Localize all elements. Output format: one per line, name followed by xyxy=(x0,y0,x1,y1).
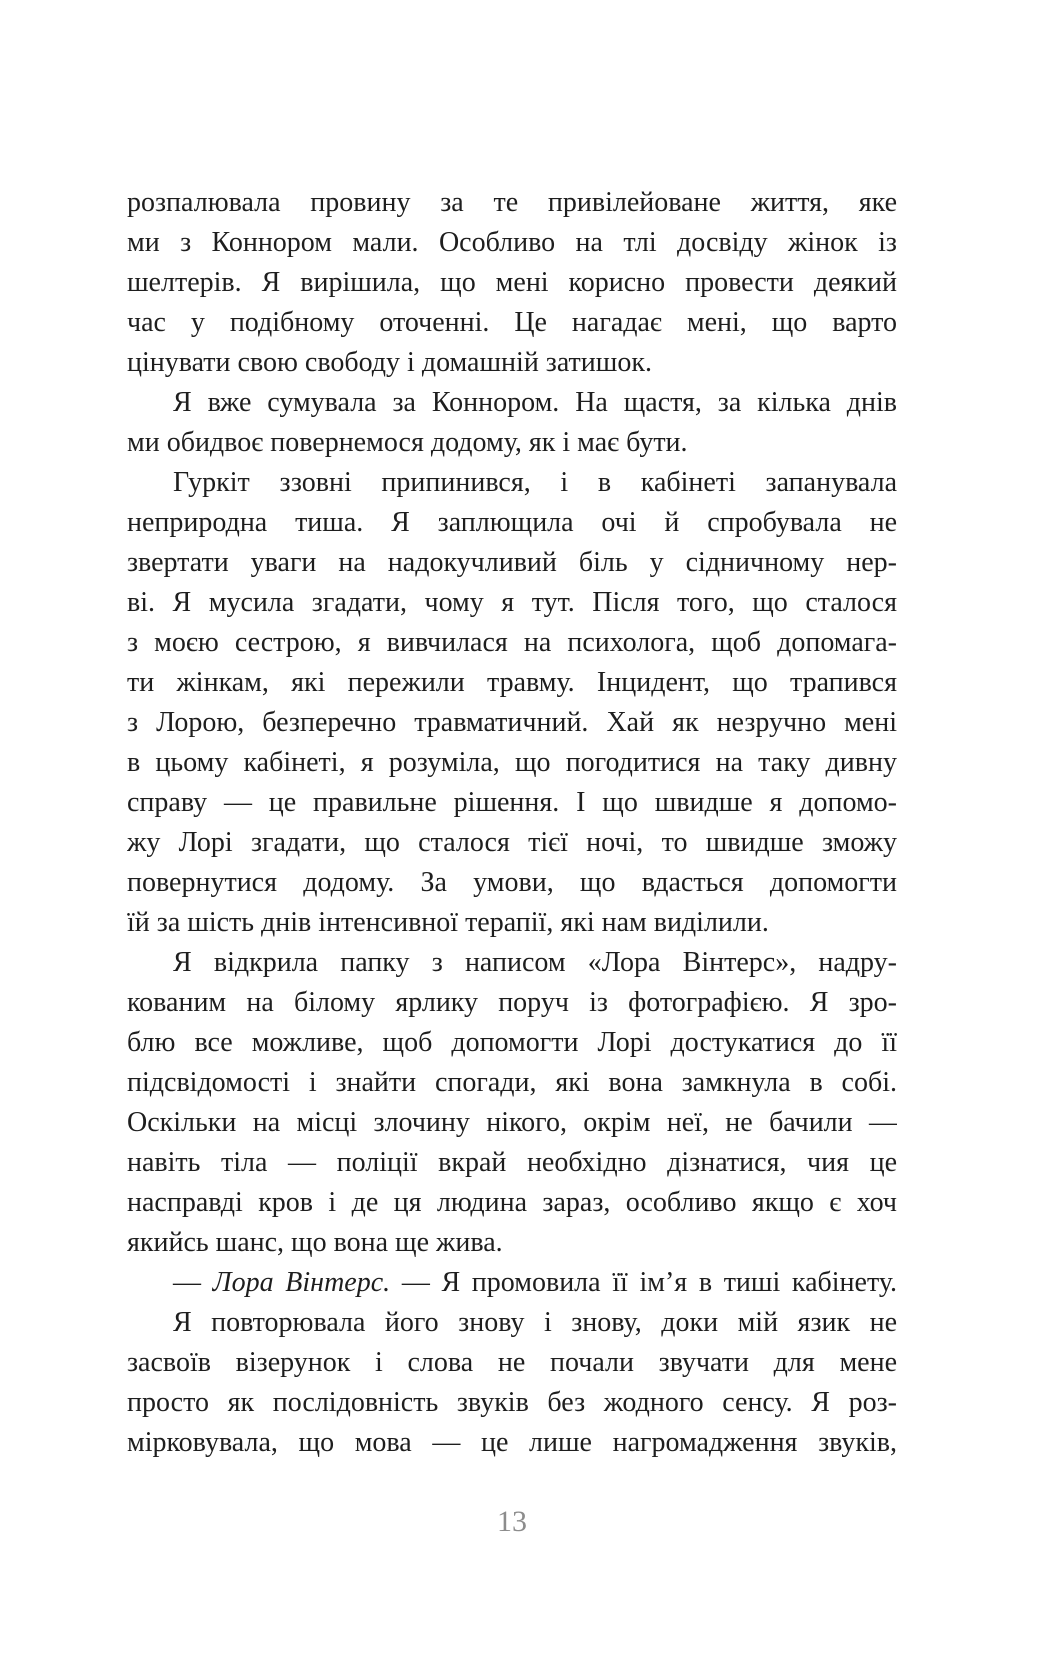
text-line: насправді кров і де ця людина зараз, особливо якщо є хоч xyxy=(127,1187,897,1218)
text-line: звертати уваги на надокучливий біль у сідничному нер- xyxy=(127,547,897,578)
text-line: їй за шість днів інтенсивної терапії, які нам виділили. xyxy=(127,907,769,938)
text-line: цінувати свою свободу і домашній затишок. xyxy=(127,347,652,378)
text-line: жу Лорі згадати, що сталося тієї ночі, то швидше зможу xyxy=(127,827,897,858)
dialogue-line xyxy=(127,1263,897,1303)
paragraph xyxy=(127,943,897,1263)
paragraph xyxy=(127,1303,897,1463)
text-line: з моєю сестрою, я вивчилася на психолога, щоб допомага- xyxy=(127,627,897,658)
paragraph xyxy=(127,383,897,463)
text-line: справу — це правильне рішення. І що швидше я допомо- xyxy=(127,787,897,818)
text-line: час у подібному оточенні. Це нагадає мені, що варто xyxy=(127,307,897,338)
text-line: шелтерів. Я вирішила, що мені корисно провести деякий xyxy=(127,267,897,298)
text-line: розпалювала провину за те привілейоване життя, яке xyxy=(127,187,897,218)
text-line: ти жінкам, які пережили травму. Інцидент, що трапився xyxy=(127,667,897,698)
text-block xyxy=(127,183,897,1463)
text-line: Я вже сумувала за Коннором. На щастя, за кілька днів xyxy=(173,387,897,418)
dialogue-rest: — Я промовила її ім’я в тиші кабінету. xyxy=(390,1267,897,1298)
text-line: навіть тіла — поліції вкрай необхідно дізнатися, чия це xyxy=(127,1147,897,1178)
text-line: Я повторювала його знову і знову, доки мій язик не xyxy=(173,1307,897,1338)
paragraph-dialogue xyxy=(127,1263,897,1303)
text-line: мірковувала, що мова — це лише нагромадження звуків, xyxy=(127,1427,897,1458)
text-line: просто як послідовність звуків без жодного сенсу. Я роз- xyxy=(127,1387,897,1418)
dialogue-dash: — xyxy=(173,1267,213,1298)
page-number: 13 xyxy=(497,1505,527,1538)
text-line: якийсь шанс, що вона ще жива. xyxy=(127,1227,503,1258)
paragraph xyxy=(127,463,897,943)
text-line: засвоїв візерунок і слова не почали звучати для мене xyxy=(127,1347,897,1378)
text-line: кованим на білому ярлику поруч із фотографією. Я зро- xyxy=(127,987,897,1018)
text-line: блю все можливе, щоб допомогти Лорі достукатися до її xyxy=(127,1027,897,1058)
text-line: ми з Коннором мали. Особливо на тлі досвіду жінок із xyxy=(127,227,897,258)
text-line: з Лорою, безперечно травматичний. Хай як незручно мені xyxy=(127,707,897,738)
dialogue-name-italic: Лора Вінтерс. xyxy=(212,1267,391,1298)
text-line: ві. Я мусила згадати, чому я тут. Після того, що сталося xyxy=(127,587,897,618)
text-line: в цьому кабінеті, я розуміла, що погодитися на таку дивну xyxy=(127,747,897,778)
text-line: Оскільки на місці злочину нікого, окрім неї, не бачили — xyxy=(127,1107,897,1138)
paragraph-continuation xyxy=(127,183,897,383)
text-line: Я відкрила папку з написом «Лора Вінтерс», надру- xyxy=(173,947,897,978)
text-line: неприродна тиша. Я заплющила очі й спробувала не xyxy=(127,507,897,538)
text-line: Гуркіт ззовні припинився, і в кабінеті запанувала xyxy=(173,467,897,498)
text-line: ми обидвоє повернемося додому, як і має бути. xyxy=(127,427,688,458)
text-line: повернутися додому. За умови, що вдасться допомогти xyxy=(127,867,897,898)
text-line: підсвідомості і знайти спогади, які вона замкнула в собі. xyxy=(127,1067,897,1098)
